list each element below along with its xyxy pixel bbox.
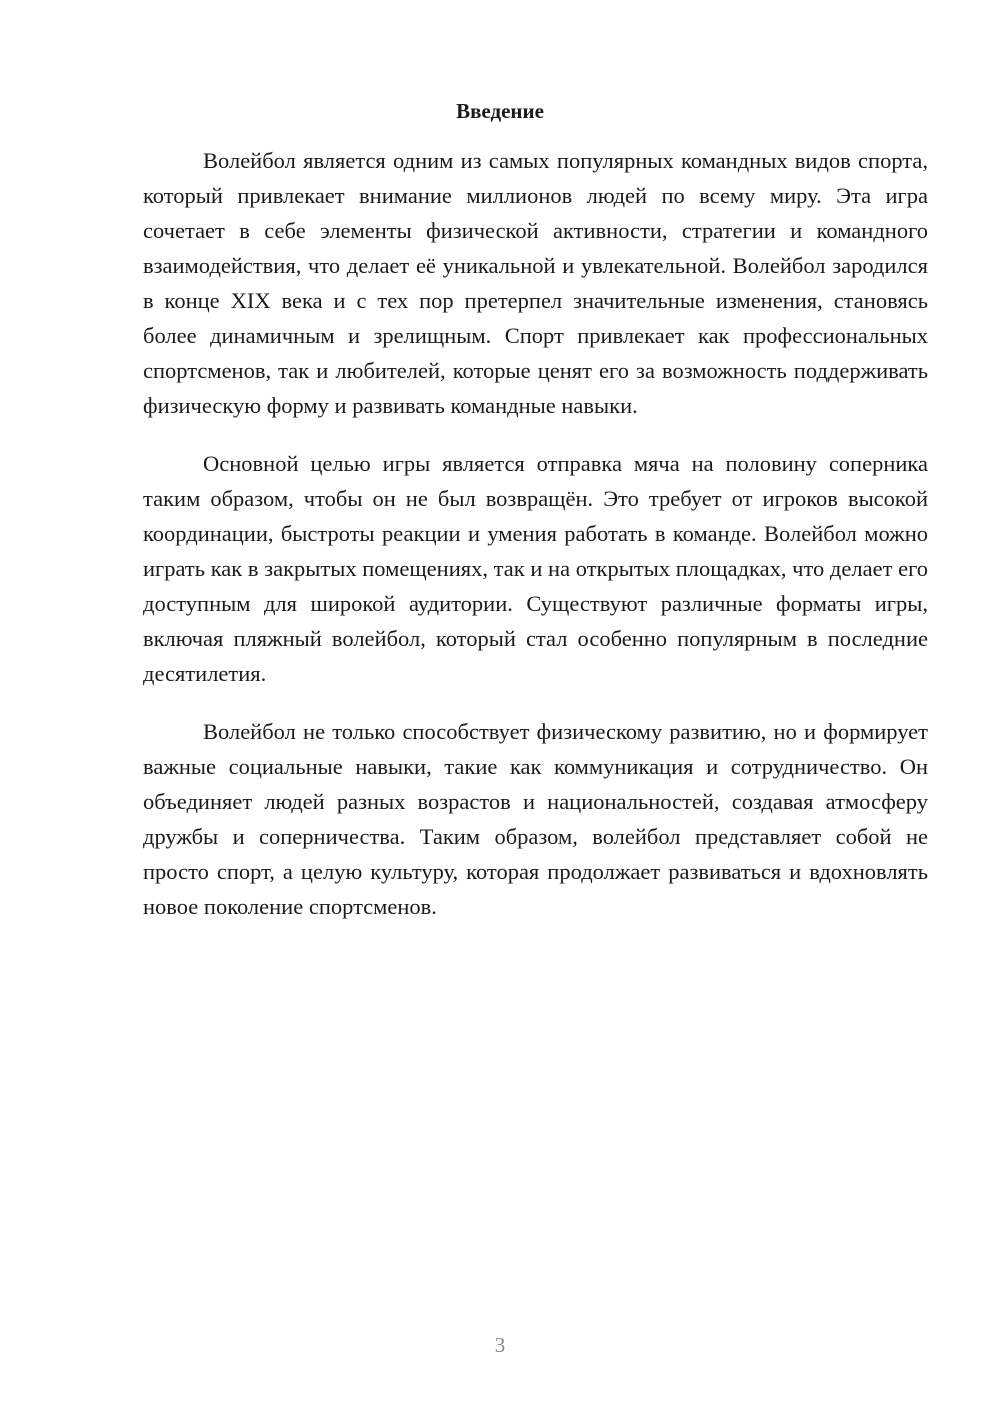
page-number: 3 [494,1333,506,1357]
document-body [143,143,928,947]
paragraph-2: Основной целью игры является отправка мяча на половину соперника таким образом, чтобы он не был возвращён. Это требует от игроков высокой координации, быстроты реакции и умения работать в команде. Волейбол можно играть как в закрытых помещениях, так и на открытых площадках, что делает его доступным для широкой аудитории. Существуют различные форматы игры, включая пляжный волейбол, который стал особенно популярным в последние десятилетия. [143,451,928,686]
paragraph-3: Волейбол не только способствует физическому развитию, но и формирует важные социальные навыки, такие как коммуникация и сотрудничество. Он объединяет людей разных возрастов и национальностей, создавая атмосферу дружбы и соперничества. Таким образом, волейбол представляет собой не просто спорт, а целую культуру, которая продолжает развиваться и вдохновлять новое поколение спортсменов. [143,719,928,919]
paragraph-1: Волейбол является одним из самых популярных командных видов спорта, который привлекает внимание миллионов людей по всему миру. Эта игра сочетает в себе элементы физической активности, стратегии и командного взаимодействия, что делает её уникальной и увлекательной. Волейбол зародился в конце XIX века и с тех пор претерпел значительные изменения, становясь более динамичным и зрелищным. Спорт привлекает как профессиональных спортсменов, так и любителей, которые ценят его за возможность поддерживать физическую форму и развивать командные навыки. [143,148,928,418]
page-title: Введение [456,99,544,123]
